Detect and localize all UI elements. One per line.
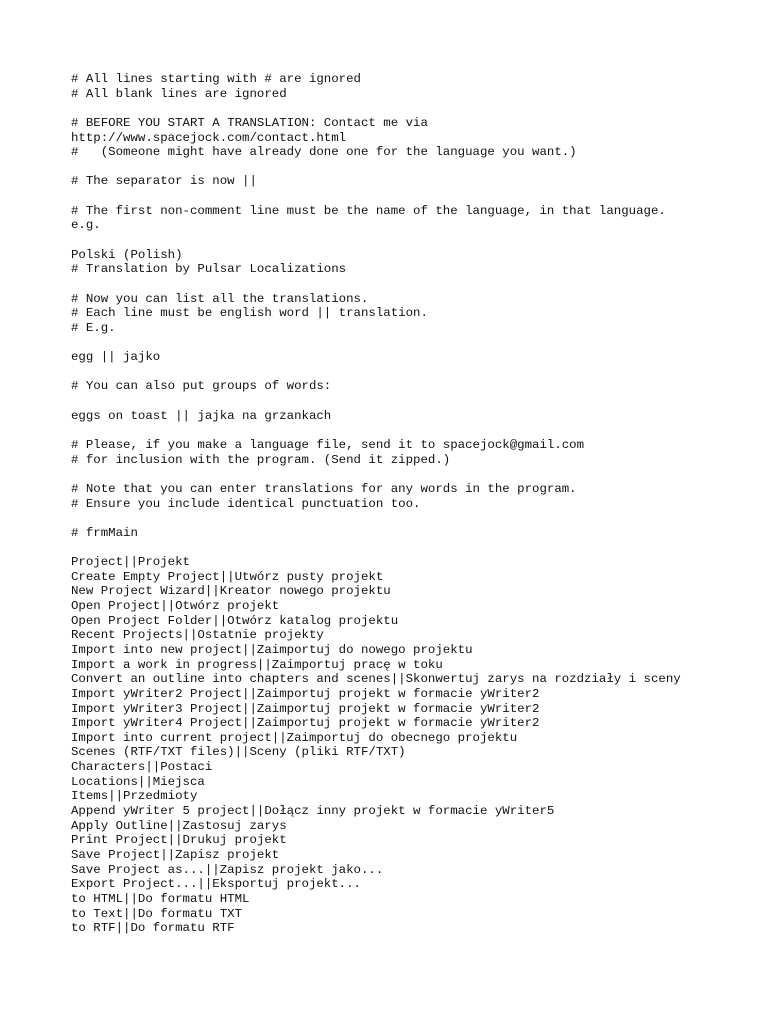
text-line: Locations||Miejsca — [71, 774, 205, 789]
blank-line — [71, 394, 751, 409]
text-line: e.g. — [71, 218, 101, 233]
text-line: Create Empty Project||Utwórz pusty projekt — [71, 569, 384, 584]
comment-line: # The separator is now || — [71, 174, 257, 189]
blank-line — [71, 541, 751, 556]
text-line: Save Project as...||Zapisz projekt jako... — [71, 862, 384, 877]
text-line: Recent Projects||Ostatnie projekty — [71, 628, 324, 643]
text-line: Characters||Postaci — [71, 760, 213, 775]
text-line: Polski (Polish) — [71, 247, 183, 262]
text-line: Import into new project||Zaimportuj do nowego projektu — [71, 642, 473, 657]
comment-line: # All blank lines are ignored — [71, 86, 287, 101]
text-line: New Project Wizard||Kreator nowego projektu — [71, 584, 391, 599]
text-line: to HTML||Do formatu HTML — [71, 891, 250, 906]
blank-line — [71, 467, 751, 482]
text-line: Export Project...||Eksportuj projekt... — [71, 877, 361, 892]
text-line: eggs on toast || jajka na grzankach — [71, 408, 332, 423]
blank-line — [71, 365, 751, 380]
comment-line: # frmMain — [71, 525, 138, 540]
comment-line: # BEFORE YOU START A TRANSLATION: Contact me via — [71, 115, 428, 130]
text-line: to RTF||Do formatu RTF — [71, 921, 235, 936]
blank-line — [71, 423, 751, 438]
text-line: Apply Outline||Zastosuj zarys — [71, 818, 287, 833]
text-line: Append yWriter 5 project||Dołącz inny projekt w formacie yWriter5 — [71, 804, 555, 819]
comment-line: # Please, if you make a language file, send it to spacejock@gmail.com — [71, 438, 585, 453]
text-line: Items||Przedmioty — [71, 789, 198, 804]
comment-line: # All lines starting with # are ignored — [71, 72, 361, 86]
text-line: Import into current project||Zaimportuj do obecnego projektu — [71, 730, 518, 745]
blank-line — [71, 233, 751, 248]
comment-line: # Now you can list all the translations. — [71, 291, 369, 306]
text-line: to Text||Do formatu TXT — [71, 906, 243, 921]
blank-line — [71, 189, 751, 204]
blank-line — [71, 511, 751, 526]
text-line: Open Project||Otwórz projekt — [71, 599, 280, 614]
blank-line — [71, 101, 751, 116]
comment-line: # Ensure you include identical punctuation too. — [71, 496, 421, 511]
comment-line: # Translation by Pulsar Localizations — [71, 262, 347, 277]
text-line: Import yWriter4 Project||Zaimportuj projekt w formacie yWriter2 — [71, 716, 540, 731]
comment-line: # Each line must be english word || translation. — [71, 306, 428, 321]
blank-line — [71, 277, 751, 292]
text-line: Convert an outline into chapters and scenes||Skonwertuj zarys na rozdziały i sceny — [71, 672, 681, 687]
blank-line — [71, 160, 751, 175]
blank-line — [71, 336, 751, 351]
text-line: Import yWriter2 Project||Zaimportuj projekt w formacie yWriter2 — [71, 686, 540, 701]
text-line: Project||Projekt — [71, 555, 190, 570]
comment-line: # for inclusion with the program. (Send it zipped.) — [71, 452, 451, 467]
document-page — [71, 72, 751, 936]
text-line: http://www.spacejock.com/contact.html — [71, 130, 347, 145]
text-line: Scenes (RTF/TXT files)||Sceny (pliki RTF/TXT) — [71, 745, 406, 760]
text-line: Save Project||Zapisz projekt — [71, 847, 280, 862]
text-line: egg || jajko — [71, 350, 161, 365]
text-line: Print Project||Drukuj projekt — [71, 833, 287, 848]
text-line: Import a work in progress||Zaimportuj pracę w toku — [71, 657, 443, 672]
comment-line: # (Someone might have already done one for the language you want.) — [71, 145, 577, 160]
text-line: Import yWriter3 Project||Zaimportuj projekt w formacie yWriter2 — [71, 701, 540, 716]
comment-line: # E.g. — [71, 320, 116, 335]
comment-line: # The first non-comment line must be the name of the language, in that language. — [71, 203, 666, 218]
comment-line: # Note that you can enter translations for any words in the program. — [71, 481, 577, 496]
text-line: Open Project Folder||Otwórz katalog projektu — [71, 613, 399, 628]
comment-line: # You can also put groups of words: — [71, 379, 332, 394]
